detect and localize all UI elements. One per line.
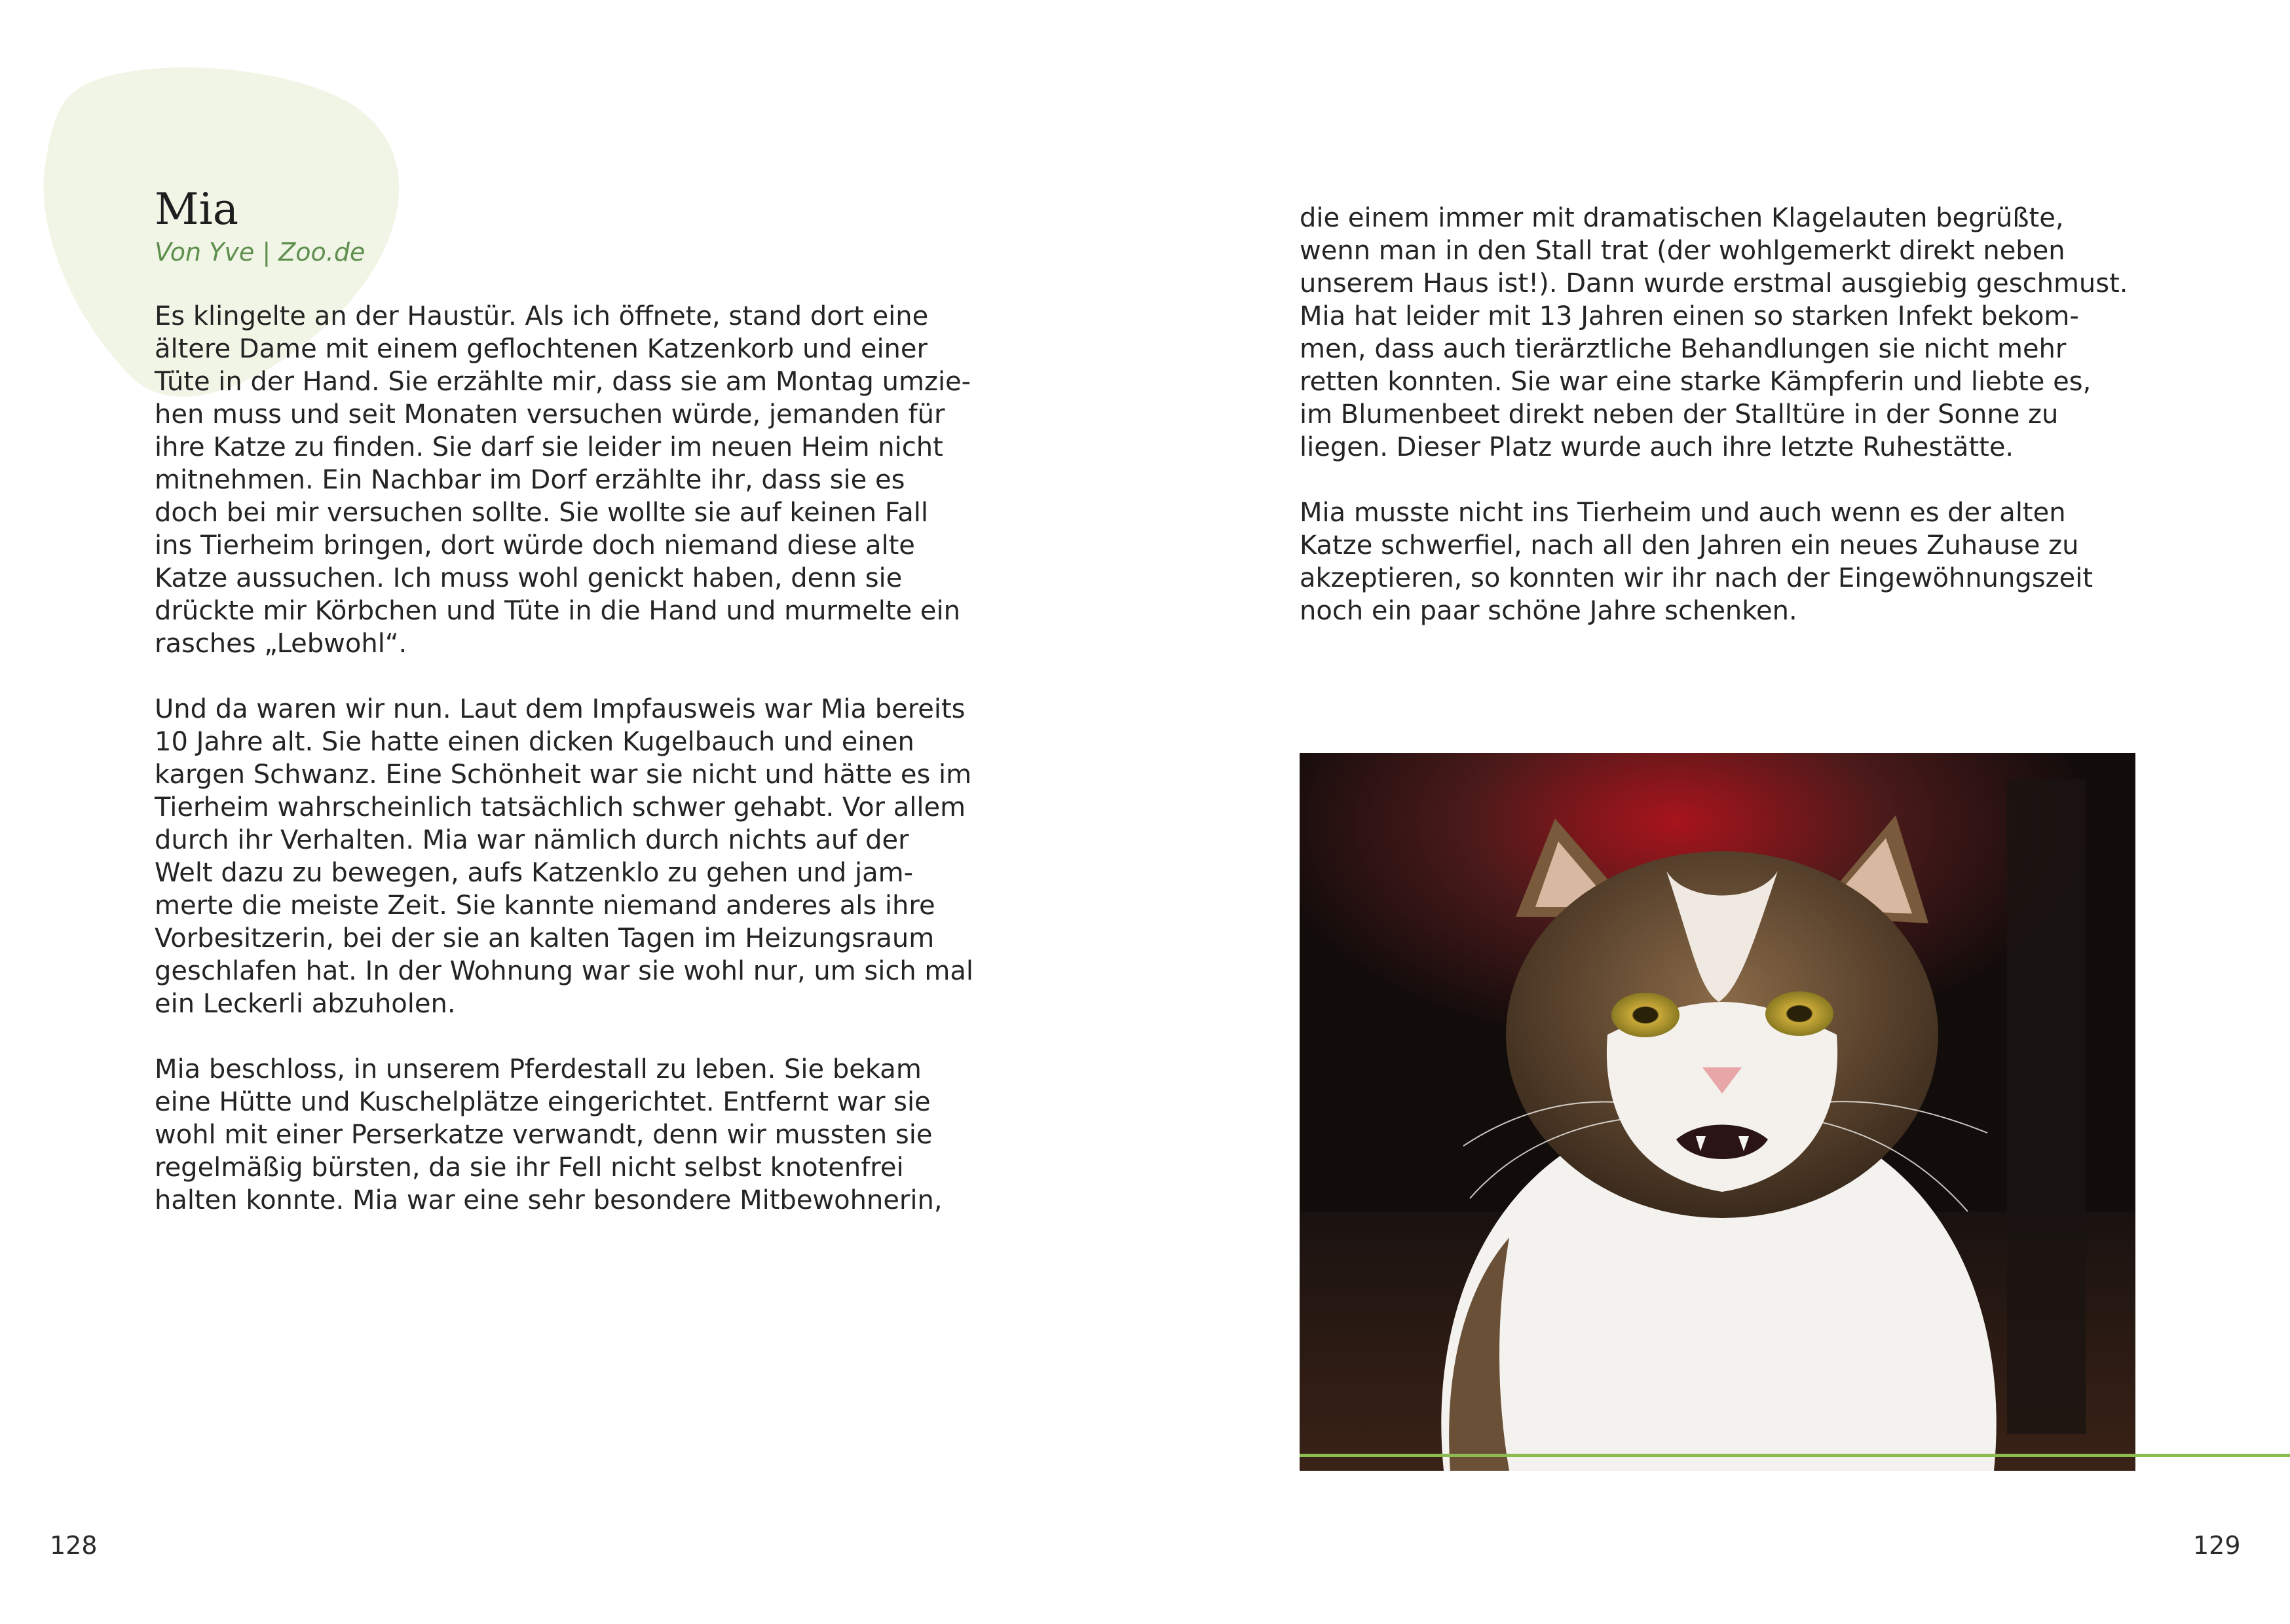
right-column: [1300, 202, 2145, 660]
paragraph: Mia musste nicht ins Tierheim und auch wenn es der alten Katze schwerfiel, nach all den Jahren ein neues Zuhause zu akzeptieren, so konnten wir ihr nach der Eingewöhnungszeit noch ein paar schöne Jahre schenken.: [1300, 498, 2093, 626]
accent-line: [1300, 1454, 2290, 1457]
cat-photo: [1300, 753, 2135, 1471]
page-number-right: 129: [2193, 1531, 2241, 1560]
page-number-left: 128: [50, 1531, 98, 1560]
story-title: Mia: [155, 184, 239, 234]
story-byline: Von Yve | Zoo.de: [155, 238, 366, 267]
left-column: [155, 300, 1000, 1249]
cat-illustration: [1300, 753, 2135, 1471]
paragraph: Es klingelte an der Haustür. Als ich öffnete, stand dort eine ältere Dame mit einem geflochtenen Katzenkorb und einer Tüte in der Hand. Sie erzählte mir, dass sie am Montag umzie- hen muss und seit Monaten versuchen würde, jemanden für ihre Katze zu finden. Sie darf sie leider im neuen Heim nicht mitnehmen. Ein Nachbar im Dorf erzählte ihr, dass sie es doch bei mir versuchen sollte. Sie wollte sie auf keinen Fall ins Tierheim bringen, dort würde doch niemand diese alte Katze aussuchen. Ich muss wohl genickt haben, denn sie drückte mir Körbchen und Tüte in die Hand und murmelte ein rasches „Lebwohl“.: [155, 301, 971, 659]
paragraph: Mia beschloss, in unserem Pferdestall zu leben. Sie bekam eine Hütte und Kuschelplätze eingerichtet. Entfernt war sie wohl mit einer Perserkatze verwandt, denn wir mussten sie regelmäßig bürsten, da sie ihr Fell nicht selbst knotenfrei halten konnte. Mia war eine sehr besondere Mitbewohnerin,: [155, 1054, 943, 1215]
paragraph: Und da waren wir nun. Laut dem Impfausweis war Mia bereits 10 Jahre alt. Sie hatte einen dicken Kugelbauch und einen kargen Schwanz. Eine Schönheit war sie nicht und hätte es im Tierheim wahrscheinlich tatsächlich schwer gehabt. Vor allem durch ihr Verhalten. Mia war nämlich durch nichts auf der Welt dazu zu bewegen, aufs Katzenklo zu gehen und jam- merte die meiste Zeit. Sie kannte niemand anderes als ihre Vorbesitzerin, bei der sie an kalten Tagen im Heizungsraum geschlafen hat. In der Wohnung war sie wohl nur, um sich mal ein Leckerli abzuholen.: [155, 694, 973, 1019]
paragraph: die einem immer mit dramatischen Klagelauten begrüßte, wenn man in den Stall trat (der wohlgemerkt direkt neben unserem Haus ist!). Dann wurde erstmal ausgiebig geschmust. Mia hat leider mit 13 Jahren einen so starken Infekt bekom- men, dass auch tierärztliche Behandlungen sie nicht mehr retten konnten. Sie war eine starke Kämpferin und liebte es, im Blumenbeet direkt neben der Stalltüre in der Sonne zu liegen. Dieser Platz wurde auch ihre letzte Ruhestätte.: [1300, 203, 2128, 462]
